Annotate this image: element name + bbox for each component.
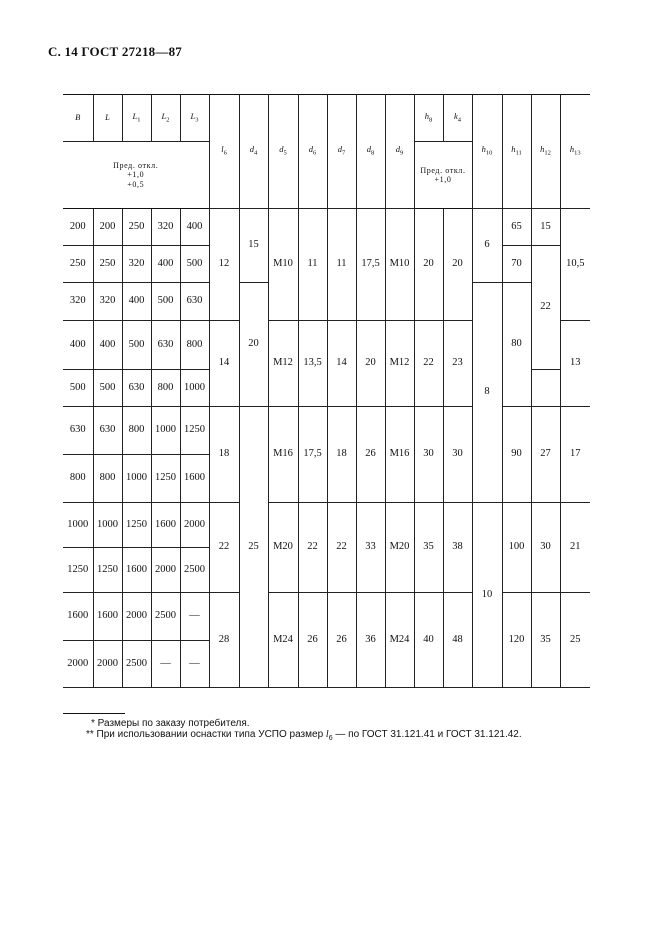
cell-h11: 70 <box>502 246 531 283</box>
cell-L1: 250 <box>122 209 151 246</box>
col-header-l6: $l_6$ <box>209 95 239 209</box>
cell-h11: 90 <box>502 407 531 503</box>
col-header-L1: $L_1$ <box>122 95 151 142</box>
col-header-L: L <box>93 95 122 142</box>
cell-B: 250 <box>63 246 93 283</box>
page-header: С. 14 ГОСТ 27218—87 <box>48 44 182 59</box>
cell-L1: 2500 <box>122 641 151 688</box>
cell-L: 500 <box>93 370 122 407</box>
cell-d4: 25 <box>239 407 268 688</box>
cell-B: 2000 <box>63 641 93 688</box>
cell-l6: 14 <box>209 321 239 407</box>
cell-L3: 2000 <box>180 503 209 548</box>
cell-h10: 10 <box>472 503 502 688</box>
cell-B: 1000 <box>63 503 93 548</box>
cell-B: 500 <box>63 370 93 407</box>
col-header-B: B <box>63 95 93 142</box>
cell-k4: 38 <box>443 503 472 593</box>
cell-h8: 40 <box>414 593 443 688</box>
cell-h13: 13 <box>560 321 590 407</box>
cell-L3: 630 <box>180 283 209 321</box>
cell-L1: 500 <box>122 321 151 370</box>
cell-L2: 1250 <box>151 455 180 503</box>
cell-l6: 12 <box>209 209 239 321</box>
cell-d5: М10 <box>268 209 298 321</box>
cell-h12: 30 <box>531 503 560 593</box>
cell-h13: 21 <box>560 503 590 593</box>
cell-L3: 400 <box>180 209 209 246</box>
cell-h13: 25 <box>560 593 590 688</box>
cell-d7: 26 <box>327 593 356 688</box>
cell-L1: 1000 <box>122 455 151 503</box>
cell-h11: 65 <box>502 209 531 246</box>
cell-B: 1600 <box>63 593 93 641</box>
cell-L3: 500 <box>180 246 209 283</box>
cell-h12: 22 <box>531 246 560 370</box>
cell-h8: 22 <box>414 321 443 407</box>
cell-d9: М16 <box>385 407 414 503</box>
cell-d6: 11 <box>298 209 327 321</box>
cell-L3: 1250 <box>180 407 209 455</box>
col-header-d4: $d_4$ <box>239 95 268 209</box>
cell-B: 320 <box>63 283 93 321</box>
cell-d8: 26 <box>356 407 385 503</box>
col-header-h13: $h_{13}$ <box>560 95 590 209</box>
cell-d7: 11 <box>327 209 356 321</box>
col-header-L2: $L_2$ <box>151 95 180 142</box>
cell-d5: М16 <box>268 407 298 503</box>
cell-d5: М24 <box>268 593 298 688</box>
cell-L: 1250 <box>93 548 122 593</box>
cell-L1: 320 <box>122 246 151 283</box>
cell-L2: 630 <box>151 321 180 370</box>
cell-h12: 35 <box>531 593 560 688</box>
cell-d8: 17,5 <box>356 209 385 321</box>
cell-L: 1000 <box>93 503 122 548</box>
col-header-k4: $k_4$ <box>443 95 472 142</box>
cell-h12: 15 <box>531 209 560 246</box>
cell-B: 800 <box>63 455 93 503</box>
cell-d6: 13,5 <box>298 321 327 407</box>
cell-L: 1600 <box>93 593 122 641</box>
cell-L2: 800 <box>151 370 180 407</box>
col-header-h12: $h_{12}$ <box>531 95 560 209</box>
footnotes <box>63 713 522 742</box>
cell-L1: 630 <box>122 370 151 407</box>
cell-k4: 23 <box>443 321 472 407</box>
cell-L: 400 <box>93 321 122 370</box>
cell-L1: 2000 <box>122 593 151 641</box>
cell-d4: 20 <box>239 283 268 407</box>
cell-L: 2000 <box>93 641 122 688</box>
tolerance-note-right: Пред. откл. +1,0 <box>414 142 472 209</box>
col-header-d6: $d_6$ <box>298 95 327 209</box>
cell-L3: — <box>180 641 209 688</box>
dimensions-table <box>63 94 590 688</box>
col-header-d9: $d_9$ <box>385 95 414 209</box>
cell-L2: — <box>151 641 180 688</box>
cell-h11: 80 <box>502 283 531 407</box>
cell-k4: 48 <box>443 593 472 688</box>
cell-h11: 120 <box>502 593 531 688</box>
cell-L3: — <box>180 593 209 641</box>
cell-h10: 6 <box>472 209 502 283</box>
cell-L2: 2500 <box>151 593 180 641</box>
cell-d7: 22 <box>327 503 356 593</box>
cell-d7: 14 <box>327 321 356 407</box>
cell-d9: М10 <box>385 209 414 321</box>
cell-L2: 320 <box>151 209 180 246</box>
cell-h10: 8 <box>472 283 502 503</box>
cell-d7: 18 <box>327 407 356 503</box>
cell-d9: М24 <box>385 593 414 688</box>
cell-L3: 1600 <box>180 455 209 503</box>
cell-h13: 17 <box>560 407 590 503</box>
cell-L1: 1250 <box>122 503 151 548</box>
cell-d6: 26 <box>298 593 327 688</box>
cell-h11: 100 <box>502 503 531 593</box>
cell-k4: 30 <box>443 407 472 503</box>
cell-B: 200 <box>63 209 93 246</box>
cell-L3: 1000 <box>180 370 209 407</box>
cell-d6: 22 <box>298 503 327 593</box>
col-header-h8: $h_8$ <box>414 95 443 142</box>
cell-d8: 33 <box>356 503 385 593</box>
cell-L2: 1000 <box>151 407 180 455</box>
cell-B: 630 <box>63 407 93 455</box>
cell-d5: М20 <box>268 503 298 593</box>
cell-d8: 36 <box>356 593 385 688</box>
footnote-1: * Размеры по заказу потребителя. <box>91 718 250 729</box>
cell-d5: М12 <box>268 321 298 407</box>
cell-L3: 2500 <box>180 548 209 593</box>
cell-L1: 400 <box>122 283 151 321</box>
cell-d9: М20 <box>385 503 414 593</box>
cell-L: 250 <box>93 246 122 283</box>
col-header-L3: $L_3$ <box>180 95 209 142</box>
cell-L: 630 <box>93 407 122 455</box>
cell-l6: 22 <box>209 503 239 593</box>
col-header-d5: $d_5$ <box>268 95 298 209</box>
cell-d9: М12 <box>385 321 414 407</box>
footnote-divider <box>63 713 125 714</box>
cell-h8: 30 <box>414 407 443 503</box>
cell-h12: 27 <box>531 407 560 503</box>
cell-l6: 28 <box>209 593 239 688</box>
cell-L: 200 <box>93 209 122 246</box>
tolerance-note-left: Пред. откл. +1,0 +0,5 <box>63 142 209 209</box>
cell-L2: 1600 <box>151 503 180 548</box>
cell-L1: 1600 <box>122 548 151 593</box>
cell-d4: 15 <box>239 209 268 283</box>
cell-d8: 20 <box>356 321 385 407</box>
cell-h8: 20 <box>414 209 443 321</box>
col-header-h10: $h_{10}$ <box>472 95 502 209</box>
col-header-h11: $h_{11}$ <box>502 95 531 209</box>
cell-h8: 35 <box>414 503 443 593</box>
cell-B: 400 <box>63 321 93 370</box>
cell-L2: 2000 <box>151 548 180 593</box>
footnote-2: ** При использовании оснастки типа УСПО размер $l_6$ — по ГОСТ 31.121.41 и ГОСТ 31.121.42. <box>86 729 522 742</box>
cell-h13: 10,5 <box>560 209 590 321</box>
cell-d6: 17,5 <box>298 407 327 503</box>
cell-L: 800 <box>93 455 122 503</box>
col-header-d8: $d_8$ <box>356 95 385 209</box>
cell-l6: 18 <box>209 407 239 503</box>
cell-L1: 800 <box>122 407 151 455</box>
cell-B: 1250 <box>63 548 93 593</box>
cell-L3: 800 <box>180 321 209 370</box>
col-header-d7: $d_7$ <box>327 95 356 209</box>
cell-L2: 500 <box>151 283 180 321</box>
cell-L2: 400 <box>151 246 180 283</box>
cell-k4: 20 <box>443 209 472 321</box>
cell-L: 320 <box>93 283 122 321</box>
